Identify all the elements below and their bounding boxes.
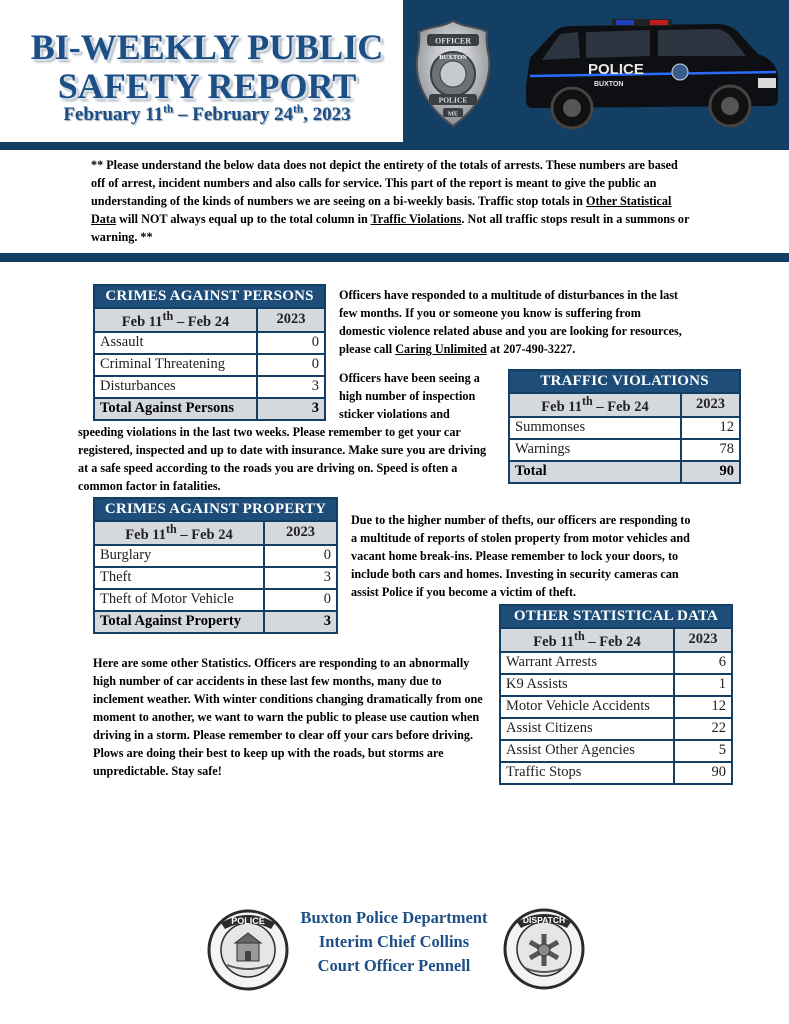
table-row-value: 12 [674, 696, 732, 718]
table-row-label: Burglary [94, 545, 264, 567]
other-statistics-text: Here are some other Statistics. Officers are responding to an abnormally high number of car accidents in these last few months, many due to inclement weather. With winter conditions changing dramatically from one moment to another, we want to warn the public to please use caution when driving in a storm. Please remember to clear off your cars before driving. Plows are doing their best to keep up with the roads, but storms are unpredictable. Stay safe! [93, 656, 483, 778]
persons-advice-text: Officers have responded to a multitude of disturbances in the last few months. If you or someone you know is suffering from domestic violence related abuse and you are looking for resources, please call Caring Unlimited at 207-490-3227. [339, 288, 682, 356]
court-officer-name: Court Officer Pennell [317, 956, 471, 975]
table-row-label: Motor Vehicle Accidents [500, 696, 674, 718]
inspection-text-top: Officers have been seeing a high number of inspection sticker violations and [339, 371, 480, 421]
period-header: Feb 11th – Feb 24 [500, 628, 674, 652]
table-row-label: Assist Citizens [500, 718, 674, 740]
table-row-value: 3 [264, 567, 337, 589]
traffic-violations-table [508, 369, 741, 484]
link-caring-unlimited: Caring Unlimited [395, 342, 487, 356]
table-row-value: 1 [674, 674, 732, 696]
year-header: 2023 [681, 393, 740, 417]
svg-text:BUXTON: BUXTON [594, 81, 624, 88]
report-date-range: February 11th – February 24th, 2023 [63, 103, 351, 125]
table-row-label: Theft [94, 567, 264, 589]
table-row-value: 6 [674, 652, 732, 674]
svg-text:DISPATCH: DISPATCH [522, 915, 566, 925]
period-header: Feb 11th – Feb 24 [509, 393, 681, 417]
table-row-value: 0 [264, 589, 337, 611]
other-statistical-data-table [499, 604, 733, 785]
table-title: CRIMES AGAINST PROPERTY [94, 498, 337, 521]
period-header: Feb 11th – Feb 24 [94, 308, 257, 332]
table-row-label: Criminal Threatening [94, 354, 257, 376]
total-label: Total Against Persons [94, 398, 257, 420]
svg-text:POLICE: POLICE [231, 916, 265, 926]
table-row-value: 3 [257, 376, 325, 398]
table-row-label: Traffic Stops [500, 762, 674, 784]
svg-text:OFFICER: OFFICER [435, 36, 471, 46]
table-title: OTHER STATISTICAL DATA [500, 605, 732, 628]
table-title: CRIMES AGAINST PERSONS [94, 285, 325, 308]
table-row-label: Assist Other Agencies [500, 740, 674, 762]
report-title: BI-WEEKLY PUBLIC SAFETY REPORT [30, 27, 384, 106]
table-row-value: 90 [674, 762, 732, 784]
disclaimer-text: ** Please understand the below data does not depict the entirety of the totals of arrests. These numbers are based off of arrest, incident numbers and also calls for service. This part of the report is meant to give the public an understanding of the kinds of numbers we are seeing on a bi-weekly basis. Traffic stop totals in Other Statistical Data will NOT always equal up to the total column in Traffic Violations. Not all traffic stops result in a summons or warning. ** [91, 158, 690, 244]
svg-text:ME: ME [447, 110, 459, 118]
table-row-label: Assault [94, 332, 257, 354]
table-row-label: Summonses [509, 417, 681, 439]
table-row-label: K9 Assists [500, 674, 674, 696]
year-header: 2023 [257, 308, 325, 332]
footer-signature [268, 906, 520, 978]
period-header: Feb 11th – Feb 24 [94, 521, 264, 545]
table-row-label: Theft of Motor Vehicle [94, 589, 264, 611]
table-row-label: Warnings [509, 439, 681, 461]
link-other-statistical-data: Other Statistical Data [91, 194, 672, 226]
table-title: TRAFFIC VIOLATIONS [509, 370, 740, 393]
total-value: 3 [257, 398, 325, 420]
department-name: Buxton Police Department [300, 908, 488, 927]
year-header: 2023 [674, 628, 732, 652]
svg-text:POLICE: POLICE [588, 61, 644, 78]
dispatch-seal-icon [503, 908, 585, 990]
inspection-text-rest: speeding violations in the last two weeks. Please remember to get your car registered, inspected and up to date with insurance. Make sure you are driving at a safe speed according to the roads you are driving on. Speed is often a common factor in fatalities. [78, 425, 487, 493]
police-badge-icon [413, 18, 493, 130]
table-row-value: 22 [674, 718, 732, 740]
svg-text:BUXTON: BUXTON [439, 54, 467, 61]
header-band [0, 142, 789, 150]
total-label: Total Against Property [94, 611, 264, 633]
svg-text:POLICE: POLICE [438, 95, 468, 105]
total-value: 3 [264, 611, 337, 633]
table-row-value: 12 [681, 417, 740, 439]
year-header: 2023 [264, 521, 337, 545]
crimes-against-persons-table [93, 284, 326, 421]
total-value: 90 [681, 461, 740, 483]
total-label: Total [509, 461, 681, 483]
link-traffic-violations: Traffic Violations [370, 212, 462, 226]
table-row-value: 5 [674, 740, 732, 762]
table-row-value: 0 [257, 332, 325, 354]
crimes-against-property-table [93, 497, 338, 634]
table-row-value: 0 [257, 354, 325, 376]
section-divider [0, 253, 789, 262]
table-row-value: 78 [681, 439, 740, 461]
table-row-label: Disturbances [94, 376, 257, 398]
table-row-label: Warrant Arrests [500, 652, 674, 674]
police-suv-icon [520, 14, 782, 132]
theft-advice-text: Due to the higher number of thefts, our officers are responding to a multitude of reports of stolen property from motor vehicles and vacant home break-ins. Please remember to lock your doors, to include both cars and homes. Investing in security cameras can assist Police if you become a victim of theft. [351, 513, 691, 599]
table-row-value: 0 [264, 545, 337, 567]
chief-name: Interim Chief Collins [318, 932, 470, 951]
